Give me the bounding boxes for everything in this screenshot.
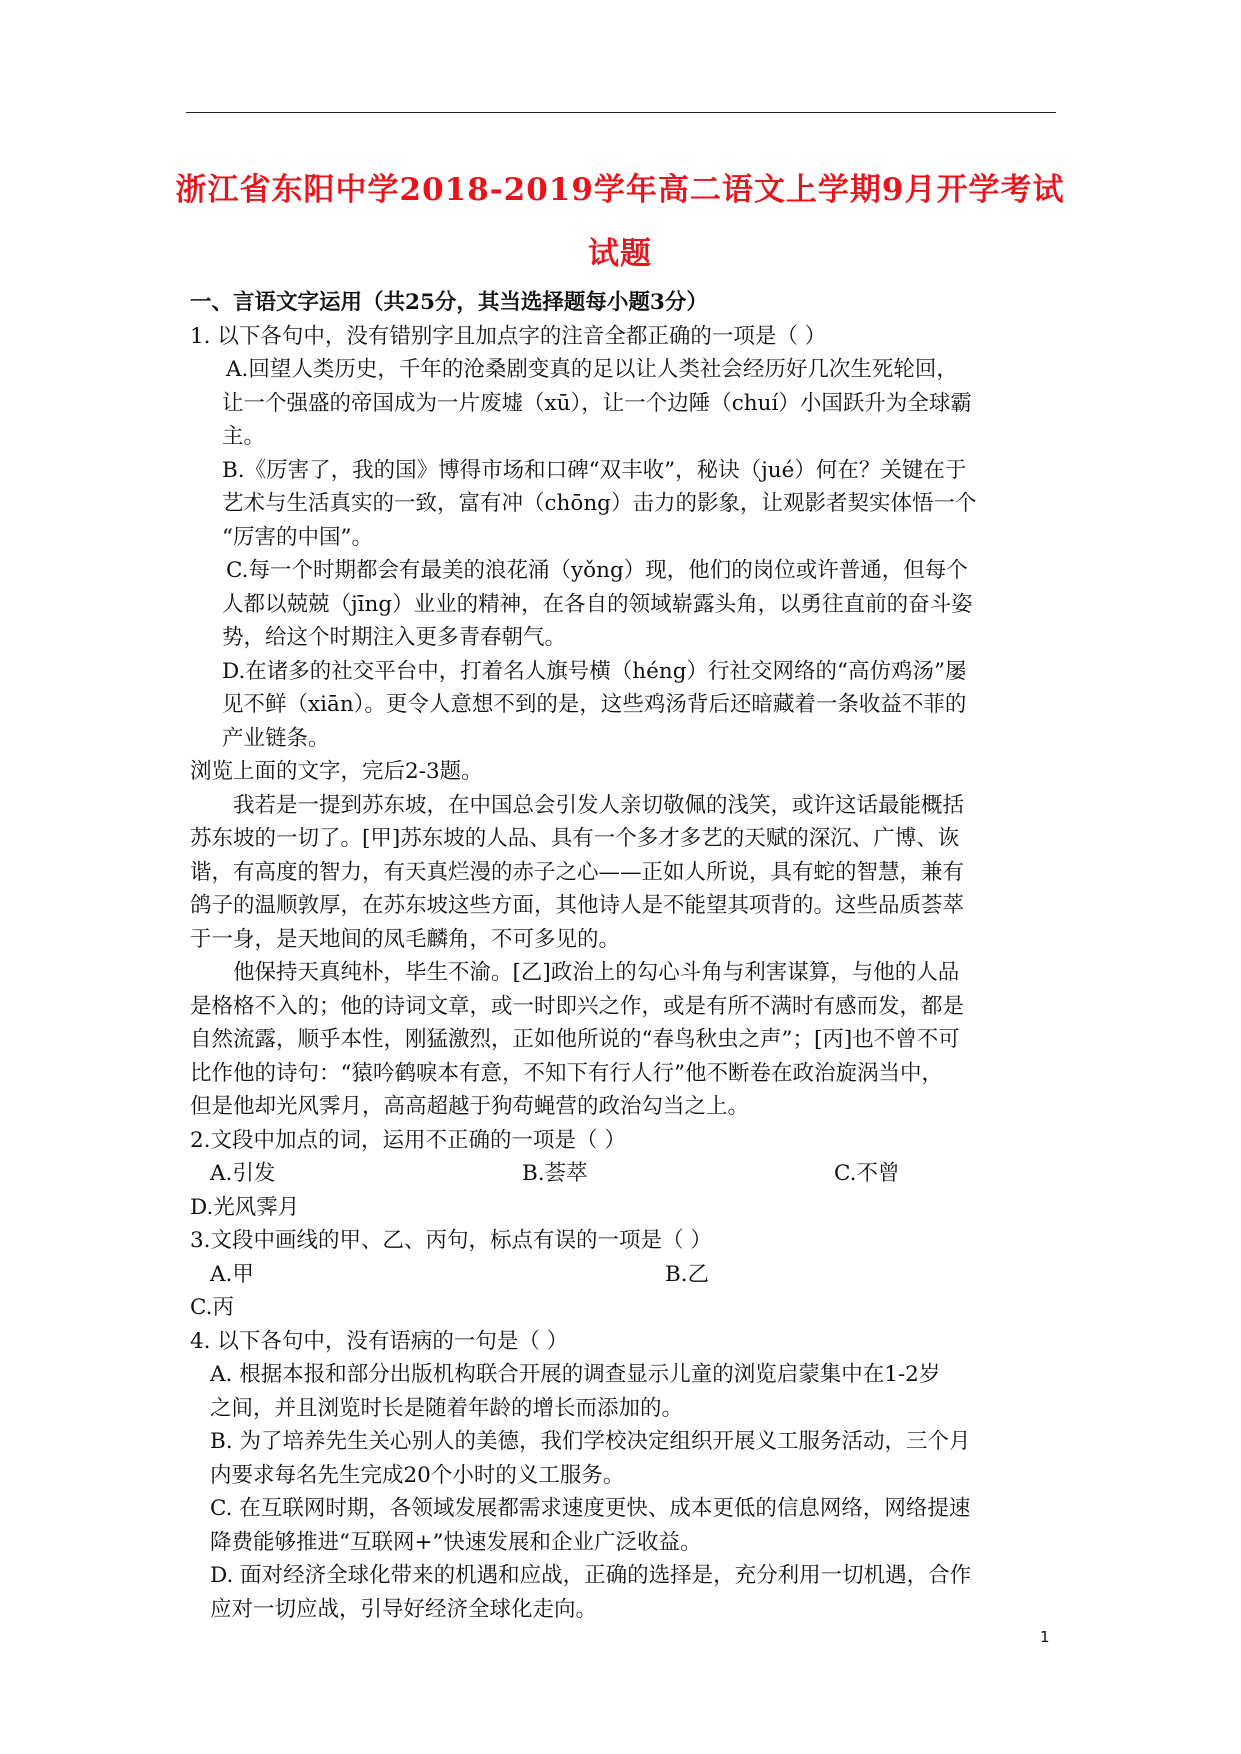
question-2-option-b: B.荟萃 (522, 1161, 588, 1186)
document-title-line2: 试题 (588, 236, 652, 272)
question-2-stem: 2.文段中加点的词，运用不正确的一项是（ ） (190, 1127, 626, 1153)
question-3-option-b: B.乙 (665, 1261, 710, 1287)
question-1-option-a: A.回望人类历史，千年的沧桑剧变真的足以让人类社会经历好几次生死轮回， 让一个强盛的帝国成为一片废墟（xū），让一个边陲（chuí）小国跃升为全球霸 主。 (222, 357, 972, 449)
document-title-line1: 浙江省东阳中学2018-2019学年高二语文上学期9月开学考试 (175, 172, 1065, 208)
question-2-option-a: A.引发 (210, 1161, 276, 1186)
page-number: 1 (1040, 1628, 1050, 1646)
question-3-options (190, 1258, 1090, 1292)
question-2-options (190, 1157, 1090, 1191)
question-4-option-a: A. 根据本报和部分出版机构联合开展的调查显示儿童的浏览启蒙集中在1-2岁 之间，并且浏览时长是随着年龄的增长而添加的。 (210, 1362, 941, 1421)
question-1-option-d: D.在诸多的社交平台中，打着名人旗号横（héng）行社交网络的“高仿鸡汤”屡 见不鲜（xiān）。更令人意想不到的是，这些鸡汤背后还暗藏着一条收益不菲的 产业链条。 (222, 658, 967, 751)
header-rule (186, 112, 1056, 113)
question-1-option-b: B.《厉害了，我的国》博得市场和口碑“双丰收”，秘诀（jué）何在？关键在于 艺术与生活真实的一致，富有冲（chōng）击力的影象，让观影者契实体悟一个 “厉害的中国”。 (222, 457, 977, 550)
question-4-stem: 4. 以下各句中，没有语病的一句是（ ） (190, 1328, 569, 1354)
question-1-option-c: C.每一个时期都会有最美的浪花涌（yǒng）现，他们的岗位或许普通，但每个 人都以兢兢（jīng）业业的精神，在各自的领域崭露头角，以勇往直前的奋斗姿 势，给这个时期注入更多青春朝气。 (222, 558, 973, 650)
question-3-option-a: A.甲 (210, 1261, 254, 1287)
passage-paragraph-1: 我若是一提到苏东坡，在中国总会引发人亲切敬佩的浅笑，或许这话最能概括 苏东坡的一切了。[甲]苏东坡的人品、具有一个多才多艺的天赋的深沉、广博、诙 谐，有高度的智力，有天真烂漫的赤子之心——正如人所说，具有蛇的智慧，兼有 鸽子的温顺敦厚，在苏东坡这些方面，其他诗人是不能望其项背的。这些品质荟萃 于一身，是天地间的凤毛麟角，不可多见的。 (190, 792, 965, 952)
question-4-option-d: D. 面对经济全球化带来的机遇和应战，正确的选择是，充分利用一切机遇，合作 应对一切应战，引导好经济全球化走向。 (210, 1563, 972, 1622)
reading-instruction: 浏览上面的文字，完后2-3题。 (190, 759, 483, 784)
question-3-stem: 3.文段中画线的甲、乙、丙句，标点有误的一项是（ ） (190, 1228, 712, 1253)
question-2-option-d: D.光风霁月 (190, 1194, 300, 1220)
question-1-stem: 1. 以下各句中，没有错别字且加点字的注音全都正确的一项是（ ） (190, 323, 827, 349)
section-heading: 一、言语文字运用（共25分，其当选择题每小题3分） (190, 290, 708, 315)
document-body (190, 286, 1090, 1626)
question-4-option-b: B. 为了培养先生关心别人的美德，我们学校决定组织开展义工服务活动，三个月 内要求每名先生完成20个小时的义工服务。 (210, 1429, 971, 1488)
question-3-option-c: C.丙 (190, 1295, 235, 1320)
question-2-option-c: C.不曾 (834, 1161, 900, 1186)
passage-paragraph-2: 他保持天真纯朴，毕生不渝。[乙]政治上的勾心斗角与利害谋算，与他的人品 是格格不入的；他的诗词文章，或一时即兴之作，或是有所不满时有感而发，都是 自然流露，顺乎本性，刚猛激烈，正如他所说的“春鸟秋虫之声”；[丙]也不曾不可 比作他的诗句：“猿吟鹤唳本有意，不知下有行人行”他不断卷在政治旋涡当中， 但是他却光风霁月，高高超越于狗苟蝇营的政治勾当之上。 (190, 960, 965, 1119)
question-4-option-c: C. 在互联网时期，各领域发展都需求速度更快、成本更低的信息网络，网络提速 降费能够推进“互联网+”快速发展和企业广泛收益。 (210, 1496, 971, 1555)
